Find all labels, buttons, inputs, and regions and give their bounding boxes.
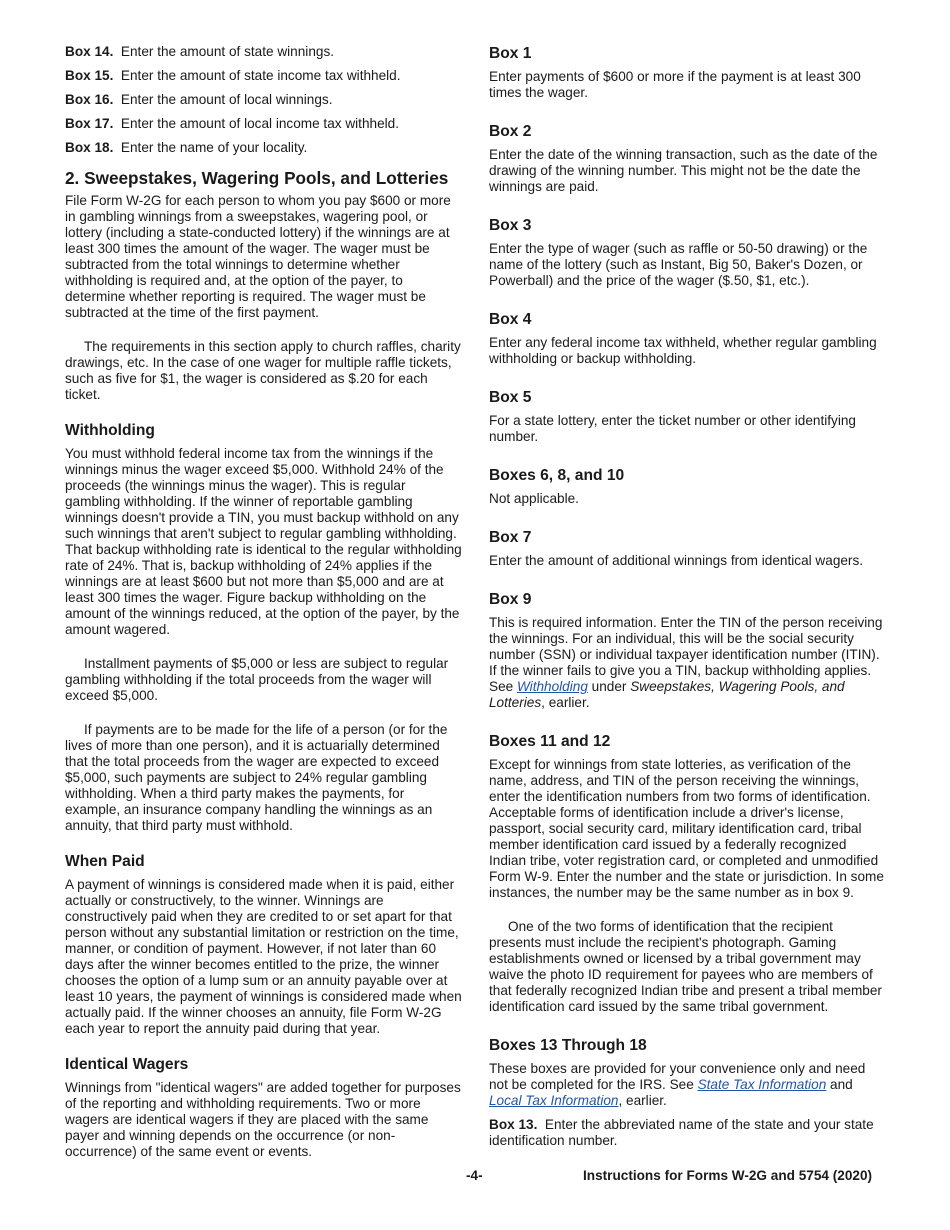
- box13-line: Box 13. Enter the abbreviated name of the state and your state identification number.: [489, 1117, 874, 1148]
- section-box3: [489, 216, 884, 289]
- section-heading: Withholding: [65, 422, 155, 439]
- section-heading: Boxes 11 and 12: [489, 733, 611, 750]
- section-heading: Boxes 6, 8, and 10: [489, 467, 625, 484]
- section-boxes-11-12: [489, 732, 884, 1015]
- section-sweepstakes: [65, 168, 463, 403]
- section-heading: Box 9: [489, 591, 532, 608]
- section-box2: [489, 122, 884, 195]
- paragraph: Enter the amount of additional winnings from identical wagers.: [489, 553, 864, 568]
- section-heading: 2. Sweepstakes, Wagering Pools, and Lotteries: [65, 168, 449, 188]
- section-when-paid: [65, 852, 463, 1037]
- paragraph: One of the two forms of identification that the recipient presents must include the recipient's photograph. Gaming establishments owned or licensed by a tribal government may waive the photo ID requirement for payees who are members of that federally recognized Indian tribe and present a tribal member identification card issued by the same tribal government.: [489, 919, 882, 1014]
- section-boxes-6-8-10: [489, 466, 884, 507]
- section-box5: [489, 388, 884, 445]
- paragraph: Enter payments of $600 or more if the payment is at least 300 times the wager.: [489, 69, 861, 100]
- section-heading: Box 4: [489, 311, 532, 328]
- left-column: [65, 44, 463, 1178]
- paragraph: You must withhold federal income tax from the winnings if the winnings minus the wager exceed $5,000. Withhold 24% of the proceeds (the winnings minus the wager). This is regular gambling withholding. If the winner of reportable gambling winnings doesn't provide a TIN, you must backup withhold on any such winnings that aren't subject to regular gambling withholding. That backup withholding rate is identical to the regular withholding rate of 24%. That is, backup withholding of 24% applies if the winnings are at least $600 but not more than $5,000 and are at least 300 times the wager. Figure backup withholding on the amount of the winnings reduced, at the option of the payer, by the amount wagered.: [65, 446, 462, 637]
- section-box4: [489, 310, 884, 367]
- footer-title: Instructions for Forms W-2G and 5754 (2020): [583, 1168, 873, 1183]
- box17-line: Box 17. Enter the amount of local income tax withheld.: [65, 116, 399, 131]
- paragraph: If payments are to be made for the life of a person (or for the lives of more than one person), and it is actuarially determined that the total proceeds from the wager are expected to exceed $5,000, such payments are subject to 24% regular gambling withholding. When a third party makes the payments, for example, an insurance company handling the winnings as an annuity, that third party must withhold.: [65, 722, 448, 833]
- section-box1: [489, 44, 884, 101]
- section-heading: Box 3: [489, 217, 532, 234]
- right-column: [489, 44, 884, 1157]
- state-tax-information-link[interactable]: State Tax Information: [697, 1077, 827, 1092]
- paragraph: Enter the date of the winning transaction, such as the date of the drawing of the winning number. This might not be the date the winnings are paid.: [489, 147, 878, 194]
- section-heading: When Paid: [65, 853, 145, 870]
- paragraph: These boxes are provided for your convenience only and need not be completed for the IRS. See State Tax Information and Local Tax Information, earlier.: [489, 1061, 866, 1108]
- paragraph: Not applicable.: [489, 491, 579, 506]
- section-boxes-13-18: [489, 1036, 884, 1109]
- box18-line: Box 18. Enter the name of your locality.: [65, 140, 308, 155]
- section-heading: Box 1: [489, 45, 532, 62]
- paragraph: A payment of winnings is considered made when it is paid, either actually or constructively, to the winner. Winnings are constructively paid when they are credited to or set apart for that person without any substantial limitation or restriction on the time, manner, or condition of payment. However, if not later than 60 days after the winner becomes entitled to the prize, the winner chooses the option of a lump sum or an annuity payable over at least 10 years, the payment of winnings is considered made when actually paid. If the winner chooses an annuity, file Form W-2G each year to report the annuity paid during that year.: [65, 877, 462, 1036]
- section-heading: Identical Wagers: [65, 1056, 189, 1073]
- page-number: -4-: [466, 1168, 483, 1183]
- box14-line: Box 14. Enter the amount of state winnings.: [65, 44, 335, 59]
- section-identical-wagers: [65, 1055, 463, 1160]
- paragraph: Installment payments of $5,000 or less are subject to regular gambling withholding if the total proceeds from the wager will exceed $5,000.: [65, 656, 449, 703]
- paragraph: Enter any federal income tax withheld, whether regular gambling withholding or backup withholding.: [489, 335, 877, 366]
- local-tax-information-link[interactable]: Local Tax Information: [489, 1093, 619, 1108]
- paragraph: File Form W-2G for each person to whom you pay $600 or more in gambling winnings from a sweepstakes, wagering pool, or lottery (including a state-conducted lottery) if the winnings are at least 300 times the amount of the wager. The wager must be subtracted from the total winnings to determine whether withholding is required and, at the option of the payer, to determine whether reporting is required. The wager must be subtracted at the time of the first payment.: [65, 193, 451, 320]
- withholding-link[interactable]: Withholding: [516, 679, 588, 694]
- box15-line: Box 15. Enter the amount of state income tax withheld.: [65, 68, 401, 83]
- paragraph: The requirements in this section apply to church raffles, charity drawings, etc. In the case of one wager for multiple raffle tickets, such as five for $1, the wager is considered as $.20 for each ticket.: [65, 339, 461, 402]
- section-box7: [489, 528, 884, 569]
- section-heading: Box 5: [489, 389, 532, 406]
- paragraph: For a state lottery, enter the ticket number or other identifying number.: [489, 413, 856, 444]
- box16-line: Box 16. Enter the amount of local winnings.: [65, 92, 333, 107]
- section-heading: Box 2: [489, 123, 532, 140]
- paragraph: Winnings from "identical wagers" are added together for purposes of the reporting and withholding requirements. Two or more wagers are identical wagers if they are placed with the same payer and winning depends on the occurrence (or non-occurrence) of the same event or events.: [65, 1080, 461, 1159]
- section-heading: Boxes 13 Through 18: [489, 1037, 647, 1054]
- paragraph: Except for winnings from state lotteries, as verification of the name, address, and TIN of the person receiving the winnings, enter the identification numbers from two forms of identification. Acceptable forms of identification include a driver's license, passport, social security card, military identification card, tribal member identification card issued by a federally recognized Indian tribe, voter registration card, or completed and unmodified Form W-9. Enter the number and the state or jurisdiction. In some instances, the number may be the same number as in box 9.: [489, 757, 884, 900]
- paragraph: This is required information. Enter the TIN of the person receiving the winnings. For an individual, this will be the social security number (SSN) or individual taxpayer identification number (ITIN). If the winner fails to give you a TIN, backup withholding applies. See Withholding under Sweepstakes, Wagering Pools, and Lotteries, earlier.: [489, 615, 883, 710]
- paragraph: Enter the type of wager (such as raffle or 50-50 drawing) or the name of the lottery (such as Instant, Big 50, Baker's Dozen, or Powerball) and the price of the wager ($.50, $1, etc.).: [489, 241, 868, 288]
- section-withholding: [65, 421, 463, 834]
- section-box9: [489, 590, 884, 711]
- section-heading: Box 7: [489, 529, 532, 546]
